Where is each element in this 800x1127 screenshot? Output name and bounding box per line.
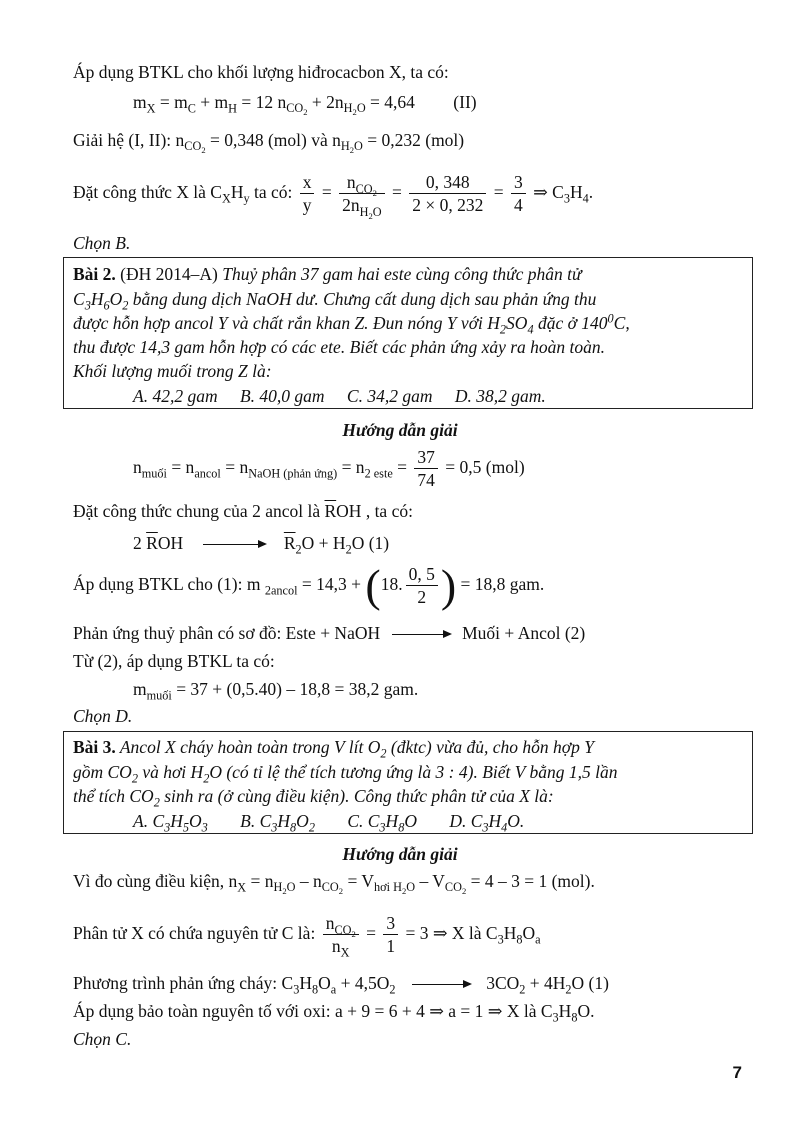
- equation-reaction: 2 ROH $R_2O + H_2O$ (1): [133, 533, 390, 557]
- equation-combustion: Phương trình phản ứng cháy: $C_3H_8O_a + 4,5O_2$ $3CO_2 + 4H_2O$ (1): [73, 973, 609, 997]
- page-number: 7: [732, 1063, 742, 1082]
- equation-moles: $n_{muối} = n_{ancol} = n_{NaOH (phản ứng)} = n_{2 este}$ = $\frac{37}{74}$ = 0,5 (mol): [133, 447, 525, 491]
- answer-options: [133, 809, 524, 833]
- problem-text: Bài 3. Ancol X cháy hoàn toàn trong V lít $O_2$ (đktc) vừa đủ, cho hỗn hợp Y: [73, 737, 594, 761]
- option-a: A. $C_3H_5O_3$: [133, 811, 208, 835]
- text-line: Từ (2), áp dụng BTKL ta có:: [73, 651, 275, 671]
- option-c: C. 34,2 gam: [346, 386, 433, 406]
- reaction-arrow: [392, 634, 450, 635]
- option-d: D. $C_3H_4O$.: [449, 811, 525, 835]
- answer-options: [133, 384, 546, 408]
- option-b: B. 40,0 gam: [239, 386, 325, 406]
- equation-salt-mass: $m_{muối} = 37 + (0,5.40) - 18,8 = 38,2$ gam.: [133, 679, 419, 703]
- reaction-arrow: [412, 984, 470, 985]
- equation-ratio: Đặt công thức X là $C_XH_y$ ta có: $\frac{x}{y}$ = $\frac{n_{CO_2}}{2n_{H_2O}}$ = $\frac{0, 348}{2 \times 0, 232}$ = $\frac{3}{4}$ ⇒ $C_3H_4$.: [73, 172, 594, 221]
- equation-oxygen: Áp dụng bảo toàn nguyên tố với oxi: a + 9 = 6 + 4 ⇒ a = 1 ⇒ X là $C_3H_8O$.: [73, 1001, 595, 1025]
- problem-text: Khối lượng muối trong Z là:: [73, 361, 272, 381]
- problem-text: thể tích $CO_2$ sinh ra (ở cùng điều kiện). Công thức phân tử của X là:: [73, 786, 554, 810]
- problem-text: được hỗn hợp ancol Y và chất rắn khan Z. Đun nóng Y với $H_2SO_4$ đặc ở $140^0C$,: [73, 311, 630, 337]
- option-d: D. 38,2 gam.: [454, 386, 546, 406]
- section-heading: Hướng dẫn giải: [342, 420, 458, 440]
- option-a: A. 42,2 gam: [133, 386, 218, 406]
- answer-choice: Chọn D.: [73, 706, 133, 726]
- problem-text: gồm $CO_2$ và hơi $H_2O$ (có tỉ lệ thể tích tương ứng là 3 : 4). Biết V bằng 1,5 lần: [73, 762, 618, 786]
- text-line: Đặt công thức chung của 2 ancol là ROH , ta có:: [73, 501, 413, 521]
- equation-mass-balance: $m_X = m_C + m_H = 12$ $n_{CO_2} + 2n_{H_2O} = 4,64$ (II): [133, 92, 477, 118]
- text-line: Giải hệ (I, II): $n_{CO_2} = 0,348$ (mol) và $n_{H_2O} = 0,232$ (mol): [73, 130, 465, 156]
- text-line: Áp dụng BTKL cho khối lượng hiđrocacbon X, ta có:: [73, 62, 449, 82]
- equation-carbon: Phân tử X có chứa nguyên tử C là: $\frac{n_{CO_2}}{n_X}$ = $\frac{3}{1}$ = 3 ⇒ X là $C_3H_8O_a$: [73, 913, 541, 960]
- option-b: B. $C_3H_8O_2$: [240, 811, 315, 835]
- problem-text: $C_3H_6O_2$ bằng dung dịch NaOH dư. Chưng cất dung dịch sau phản ứng thu: [73, 289, 597, 313]
- answer-choice: Chọn C.: [73, 1029, 132, 1049]
- problem-text: Bài 2. (ĐH 2014–A) Thuỷ phân 37 gam hai este cùng công thức phân tử: [73, 264, 582, 284]
- reaction-arrow: [203, 544, 265, 545]
- equation-moles-x: Vì đo cùng điều kiện, $n_X = n_{H_2O} - n_{CO_2} = V_{hơi H_2O} - V_{CO_2} = 4 - 3 = 1$ (mol).: [73, 871, 595, 897]
- answer-choice: Chọn B.: [73, 233, 131, 253]
- section-heading: Hướng dẫn giải: [342, 844, 458, 864]
- option-c: C. $C_3H_8O$: [347, 811, 417, 835]
- equation-btkl: Áp dụng BTKL cho (1): m $_{2ancol}$ = 14,3 + (18. $\frac{0, 5}{2}$ ) = 18,8 gam.: [73, 559, 545, 611]
- problem-text: thu được 14,3 gam hỗn hợp có các ete. Biết các phản ứng xảy ra hoàn toàn.: [73, 337, 606, 357]
- text-line: Phản ứng thuỷ phân có sơ đồ: Este + NaOH Muối + Ancol (2): [73, 623, 586, 643]
